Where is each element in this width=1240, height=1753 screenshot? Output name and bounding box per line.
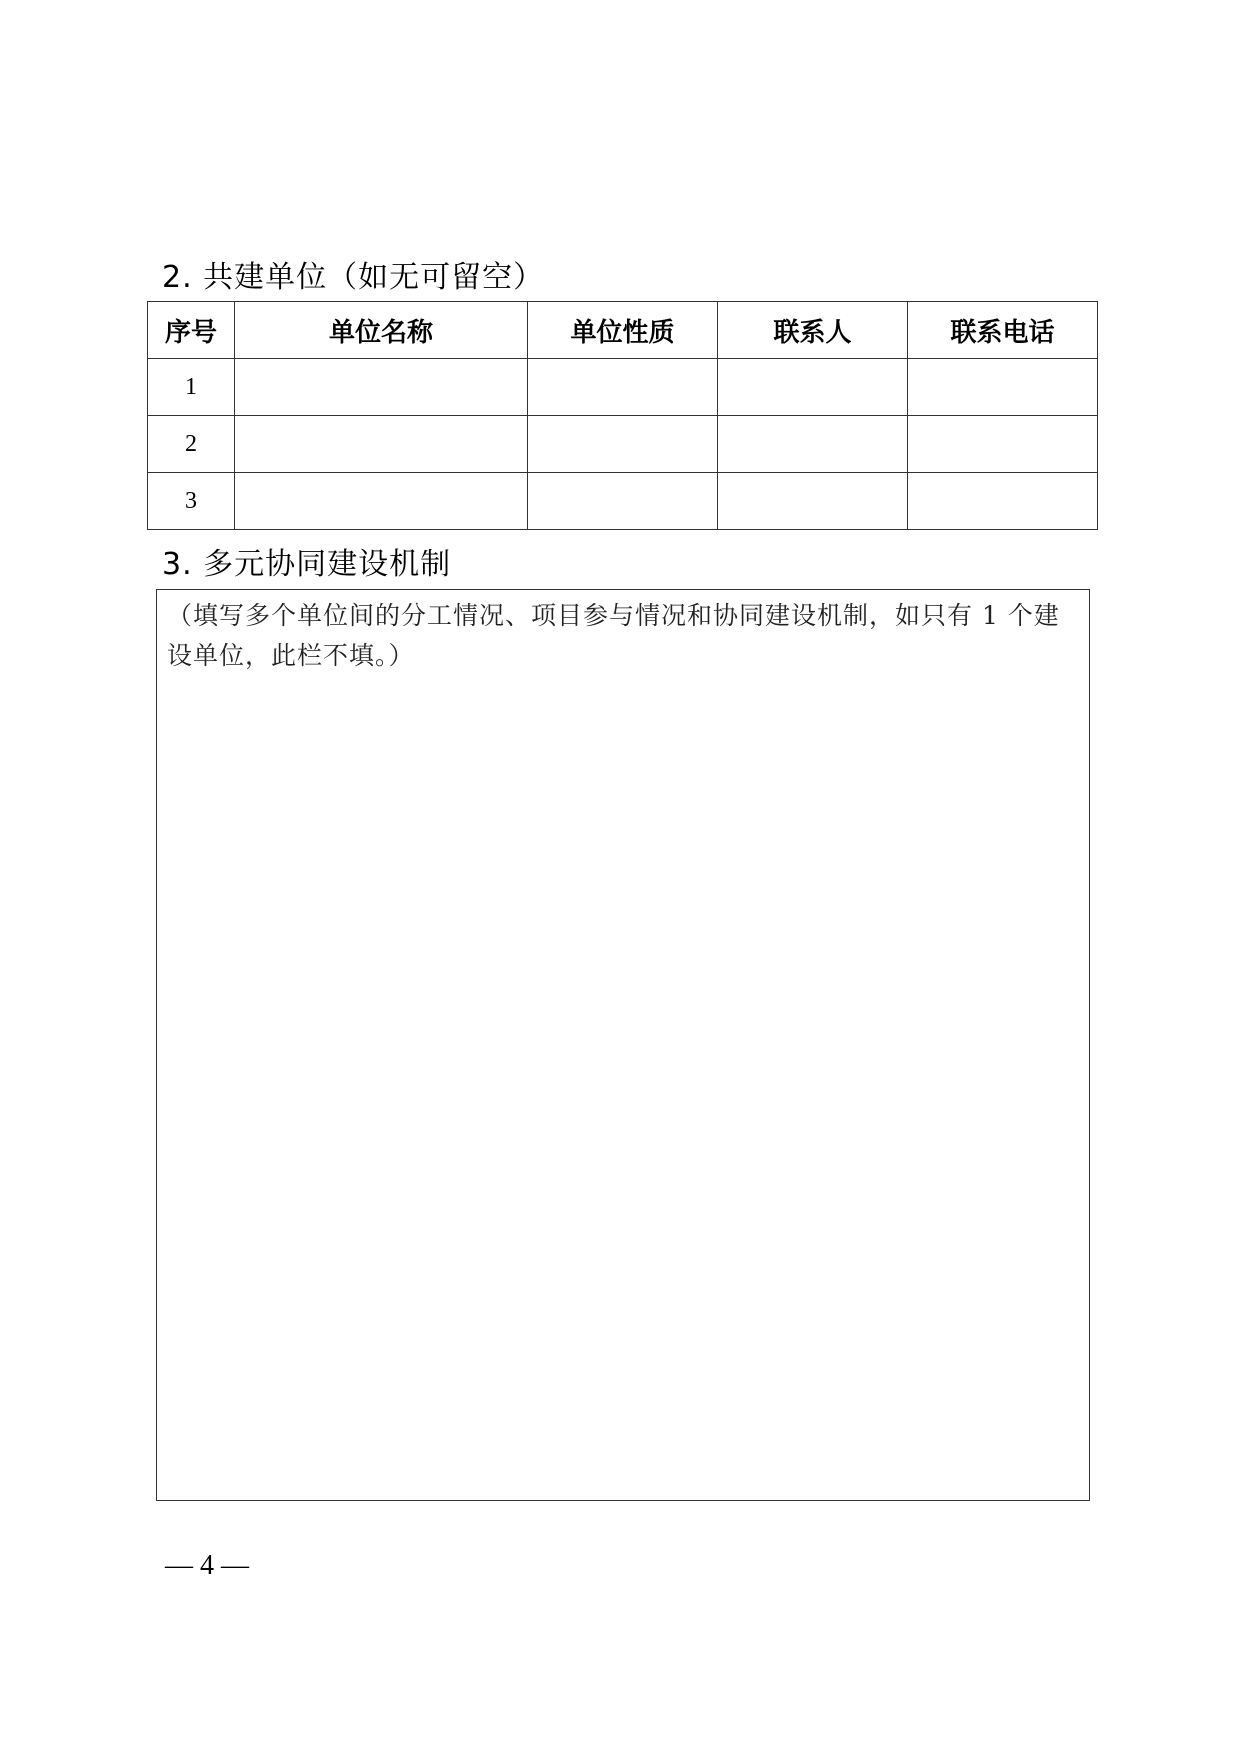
- table-row: [148, 359, 1098, 416]
- unit-type-cell[interactable]: [528, 359, 718, 416]
- cobuild-units-title: 2. 共建单位（如无可留空）: [162, 260, 545, 295]
- contact-person-cell[interactable]: [718, 473, 908, 530]
- collaboration-mechanism-field[interactable]: [156, 589, 1090, 1501]
- unit-type-cell[interactable]: [528, 473, 718, 530]
- row-index: 3: [148, 473, 235, 530]
- contact-person-cell[interactable]: [718, 359, 908, 416]
- unit-type-cell[interactable]: [528, 416, 718, 473]
- contact-phone-cell[interactable]: [908, 416, 1098, 473]
- contact-phone-cell[interactable]: [908, 473, 1098, 530]
- cobuild-units-table: [147, 301, 1098, 530]
- unit-name-cell[interactable]: [235, 473, 528, 530]
- row-index: 2: [148, 416, 235, 473]
- header-index: 序号: [148, 302, 235, 359]
- row-index: 1: [148, 359, 235, 416]
- header-contact-phone: 联系电话: [908, 302, 1098, 359]
- table-header-row: [148, 302, 1098, 359]
- collaboration-mechanism-title: 3. 多元协同建设机制: [162, 547, 452, 582]
- page-number: — 4 —: [165, 1550, 249, 1581]
- unit-name-cell[interactable]: [235, 416, 528, 473]
- collaboration-mechanism-hint: （填写多个单位间的分工情况、项目参与情况和协同建设机制，如只有 1 个建设单位，此栏不填。）: [167, 601, 1060, 670]
- header-unit-type: 单位性质: [528, 302, 718, 359]
- table-row: [148, 473, 1098, 530]
- unit-name-cell[interactable]: [235, 359, 528, 416]
- contact-person-cell[interactable]: [718, 416, 908, 473]
- header-unit-name: 单位名称: [235, 302, 528, 359]
- contact-phone-cell[interactable]: [908, 359, 1098, 416]
- table-row: [148, 416, 1098, 473]
- header-contact-person: 联系人: [718, 302, 908, 359]
